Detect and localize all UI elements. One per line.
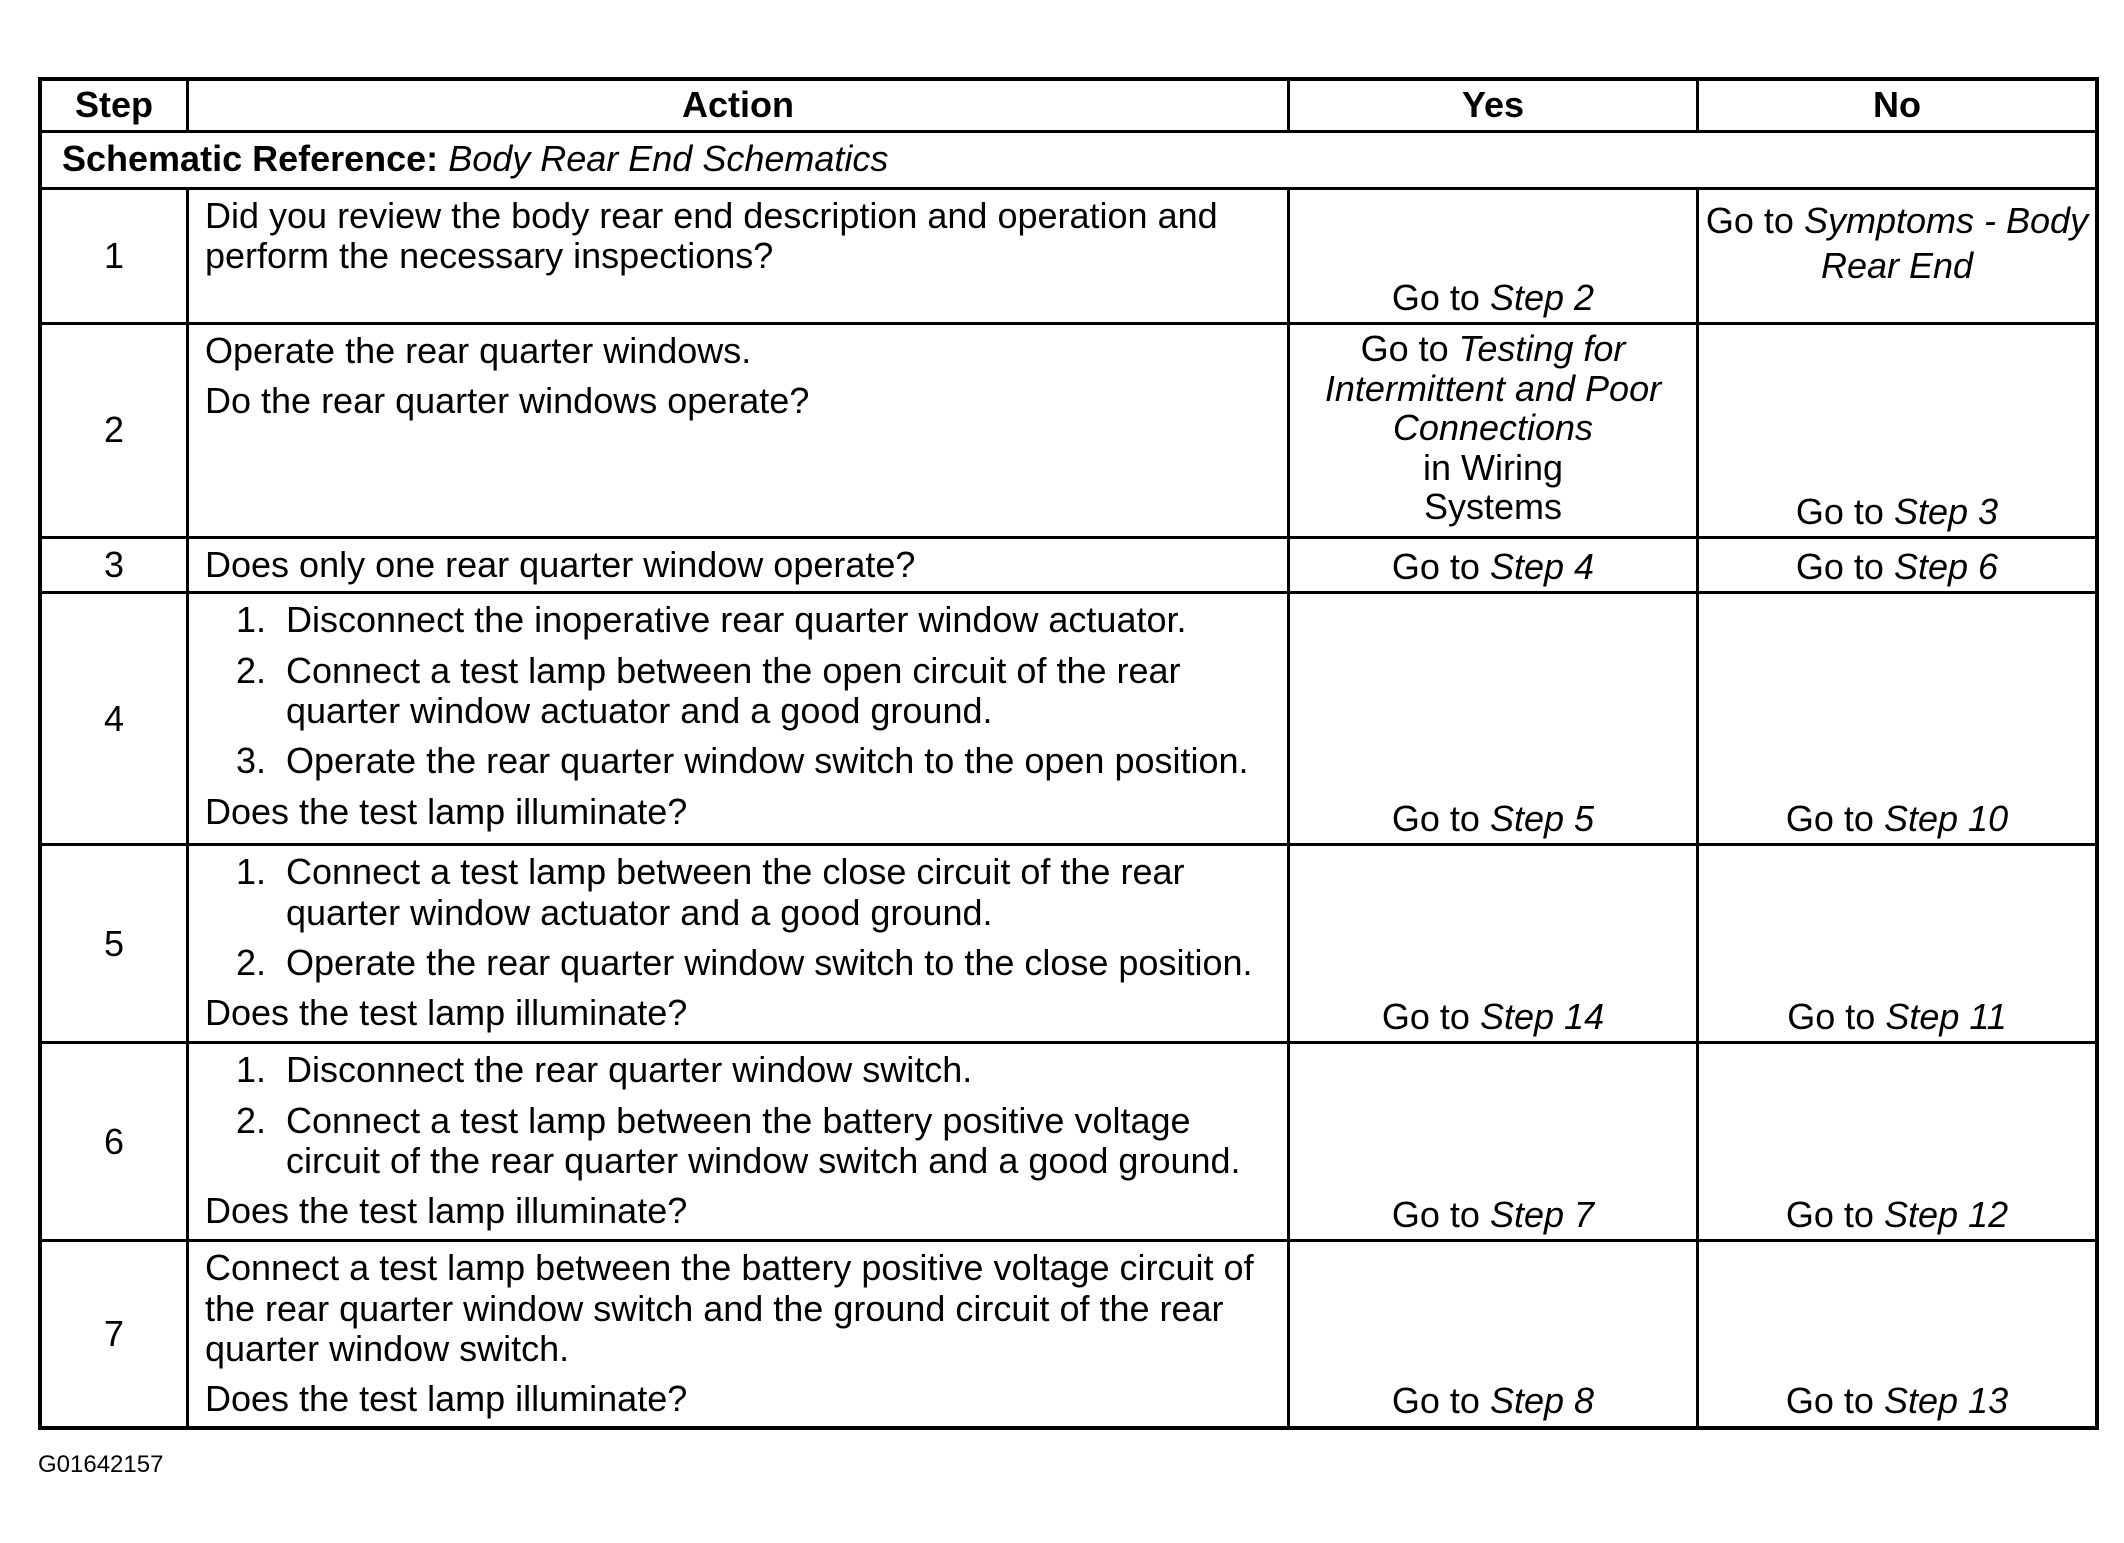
- list-item-text: Connect a test lamp between the close circuit of the rear quarter window actuator and a good ground.: [286, 851, 1185, 933]
- procedure-list: [205, 600, 1275, 781]
- step-number: 6: [40, 1043, 188, 1241]
- schematic-reference-cell: [40, 132, 2097, 189]
- yes-prefix: Go to: [1391, 276, 1480, 318]
- no-link[interactable]: Symptoms - Body Rear End: [1803, 200, 2089, 286]
- step-number: 1: [40, 189, 188, 324]
- header-step: Step: [40, 79, 188, 132]
- header-action: Action: [188, 79, 1289, 132]
- header-row: [40, 79, 2097, 132]
- yes-prefix: Go to: [1391, 546, 1480, 587]
- list-item: [205, 741, 1275, 781]
- action-cell: [188, 538, 1289, 593]
- list-item: [205, 600, 1275, 640]
- list-item-text: Connect a test lamp between the battery positive voltage circuit of the rear quarter window switch and a good ground.: [286, 1099, 1241, 1181]
- list-item: [205, 852, 1275, 933]
- yes-suffix: in Wiring Systems: [1422, 446, 1564, 528]
- schematic-reference-label: Schematic Reference:: [62, 138, 439, 179]
- action-cell: [188, 1241, 1289, 1428]
- table-row: [40, 538, 2097, 593]
- no-prefix: Go to: [1785, 798, 1874, 839]
- list-item: [205, 1050, 1275, 1090]
- yes-cell: [1289, 1241, 1698, 1428]
- yes-cell: [1289, 324, 1698, 538]
- list-item-text: Disconnect the rear quarter window switch.: [286, 1049, 973, 1091]
- list-number: 1.: [236, 851, 267, 893]
- yes-cell: [1289, 538, 1698, 593]
- yes-link[interactable]: Step 5: [1489, 798, 1595, 839]
- table-row: [40, 324, 2097, 538]
- yes-link[interactable]: Testing for Intermittent and Poor Connections: [1324, 328, 1662, 449]
- yes-prefix: Go to: [1391, 798, 1480, 839]
- header-yes: Yes: [1289, 79, 1698, 132]
- yes-prefix: Go to: [1381, 996, 1470, 1037]
- no-prefix: Go to: [1705, 200, 1794, 241]
- no-link[interactable]: Step 12: [1883, 1194, 2009, 1235]
- procedure-list: [205, 852, 1275, 983]
- list-number: 1.: [236, 599, 267, 641]
- table-row: [40, 593, 2097, 845]
- table-row: [40, 1043, 2097, 1241]
- step-number: 4: [40, 593, 188, 845]
- list-item-text: Disconnect the inoperative rear quarter window actuator.: [286, 599, 1187, 641]
- action-question: Does the test lamp illuminate?: [205, 1190, 688, 1232]
- no-link[interactable]: Step 13: [1883, 1380, 2009, 1422]
- action-question: Do the rear quarter windows operate?: [205, 380, 810, 422]
- yes-cell: [1289, 593, 1698, 845]
- action-cell: [188, 845, 1289, 1043]
- diagnostic-table: [38, 77, 2099, 1430]
- no-cell: [1698, 538, 2098, 593]
- step-number: 7: [40, 1241, 188, 1428]
- action-cell: [188, 1043, 1289, 1241]
- table-row: [40, 1241, 2097, 1428]
- no-cell: [1698, 189, 2098, 324]
- no-link[interactable]: Step 11: [1885, 996, 2007, 1037]
- schematic-reference-row: [40, 132, 2097, 189]
- no-prefix: Go to: [1785, 1380, 1874, 1422]
- list-number: 2.: [236, 941, 267, 983]
- action-cell: [188, 189, 1289, 324]
- list-item: [205, 651, 1275, 732]
- figure-id: G01642157: [38, 1451, 164, 1478]
- list-item-text: Operate the rear quarter window switch to the close position.: [286, 941, 1253, 983]
- action-cell: [188, 324, 1289, 538]
- no-cell: [1698, 593, 2098, 845]
- yes-prefix: Go to: [1360, 328, 1449, 369]
- step-number: 2: [40, 324, 188, 538]
- header-no: No: [1698, 79, 2098, 132]
- schematic-reference-link[interactable]: Body Rear End Schematics: [448, 138, 889, 179]
- list-item-text: Connect a test lamp between the open circuit of the rear quarter window actuator and a good ground.: [286, 649, 1181, 731]
- action-text: Did you review the body rear end description and operation and perform the necessary inspections?: [205, 195, 1218, 277]
- yes-cell: [1289, 189, 1698, 324]
- no-prefix: Go to: [1787, 996, 1876, 1037]
- table-row: [40, 189, 2097, 324]
- no-cell: [1698, 324, 2098, 538]
- list-item: [205, 1101, 1275, 1182]
- no-prefix: Go to: [1795, 490, 1884, 532]
- action-cell: [188, 593, 1289, 845]
- yes-cell: [1289, 845, 1698, 1043]
- yes-link[interactable]: Step 14: [1479, 996, 1605, 1037]
- action-question: Does the test lamp illuminate?: [205, 790, 688, 832]
- list-item: [205, 943, 1275, 983]
- list-number: 2.: [236, 1099, 267, 1141]
- step-number: 3: [40, 538, 188, 593]
- list-number: 1.: [236, 1049, 267, 1091]
- action-text: Connect a test lamp between the battery positive voltage circuit of the rear quarter window switch and the ground circuit of the rear quarter window switch.: [205, 1247, 1254, 1369]
- list-number: 2.: [236, 649, 267, 691]
- no-link[interactable]: Step 10: [1883, 798, 2009, 839]
- yes-prefix: Go to: [1391, 1194, 1480, 1235]
- table-row: [40, 845, 2097, 1043]
- procedure-list: [205, 1050, 1275, 1181]
- yes-cell: [1289, 1043, 1698, 1241]
- no-cell: [1698, 1043, 2098, 1241]
- no-cell: [1698, 1241, 2098, 1428]
- list-item-text: Operate the rear quarter window switch to the open position.: [286, 740, 1249, 782]
- action-text: Does only one rear quarter window operate?: [205, 544, 916, 585]
- no-cell: [1698, 845, 2098, 1043]
- no-link[interactable]: Step 3: [1893, 490, 1999, 532]
- action-question: Does the test lamp illuminate?: [205, 1378, 688, 1420]
- yes-link[interactable]: Step 8: [1489, 1380, 1595, 1422]
- action-text: Operate the rear quarter windows.: [205, 330, 752, 371]
- yes-link[interactable]: Step 7: [1489, 1194, 1595, 1235]
- step-number: 5: [40, 845, 188, 1043]
- yes-link[interactable]: Step 2: [1489, 276, 1595, 318]
- no-prefix: Go to: [1785, 1194, 1874, 1235]
- yes-prefix: Go to: [1391, 1380, 1480, 1422]
- no-prefix: Go to: [1795, 546, 1884, 587]
- yes-link[interactable]: Step 4: [1489, 546, 1595, 587]
- no-link[interactable]: Step 6: [1893, 546, 1999, 587]
- list-number: 3.: [236, 740, 267, 782]
- action-question: Does the test lamp illuminate?: [205, 992, 688, 1034]
